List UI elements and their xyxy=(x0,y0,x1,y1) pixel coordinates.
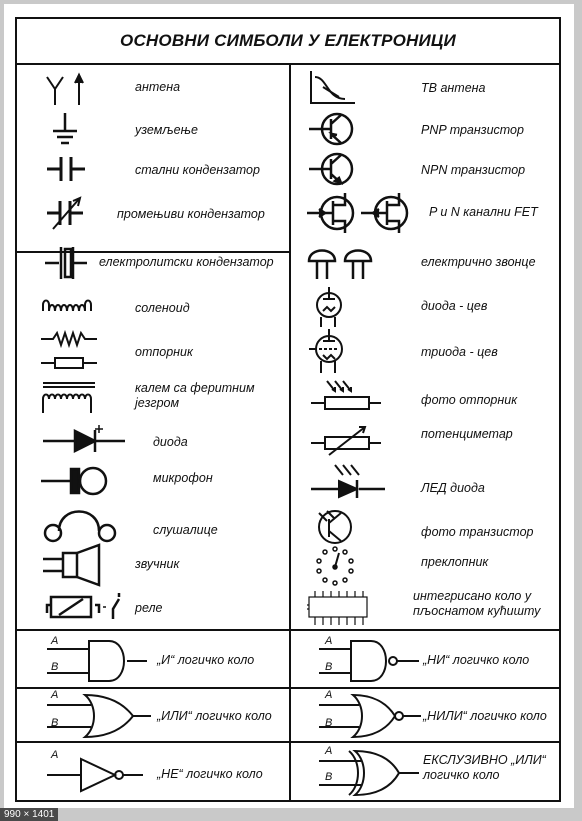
diode-icon xyxy=(33,421,143,459)
symbol-label: PNP транзистор xyxy=(421,123,524,137)
symbol-row-antenna xyxy=(17,65,289,109)
gate-input-b: B xyxy=(51,717,59,729)
symbol-label: интегрисано коло у пљоснатом кућишту xyxy=(413,589,541,618)
symbol-label: преклопник xyxy=(421,555,489,569)
symbol-label: триода - цев xyxy=(421,345,498,359)
electrolytic-capacitor-icon xyxy=(33,241,103,285)
gate-input-a: A xyxy=(51,635,59,647)
symbol-row-relay xyxy=(17,587,289,627)
gate-row-nor xyxy=(291,689,559,741)
symbol-label: слушалице xyxy=(153,523,218,537)
symbol-row-led xyxy=(291,461,559,501)
symbol-label: електрично звонце xyxy=(421,255,536,269)
symbol-label: отпорник xyxy=(135,345,193,359)
or-gate-icon xyxy=(39,689,169,741)
symbol-label: антена xyxy=(135,80,181,94)
gate-row-and xyxy=(17,631,289,687)
symbol-table xyxy=(15,17,561,802)
symbol-label: стални кондензатор xyxy=(135,163,260,177)
fet-transistor-icon xyxy=(299,189,429,237)
gate-input-a: A xyxy=(325,635,333,647)
image-size-badge: 990 × 1401 xyxy=(0,808,58,821)
symbol-row-electrolytic-capacitor xyxy=(17,239,289,285)
gate-label: „И“ логичко коло xyxy=(157,653,255,667)
gate-row-nand xyxy=(291,631,559,687)
gate-label: „НИЛИ“ логичко коло xyxy=(423,709,547,723)
symbol-label: диода xyxy=(153,435,188,449)
gate-input-b: B xyxy=(51,661,59,673)
gate-input-b: B xyxy=(325,661,333,673)
gate-row-xor xyxy=(291,743,559,801)
symbol-row-potentiometer xyxy=(291,421,559,461)
ferrite-inductor-icon xyxy=(33,377,113,417)
symbol-label: калем са феритним језгром xyxy=(135,381,255,410)
symbol-row-headphones xyxy=(17,501,289,545)
symbol-row-vacuum-diode xyxy=(291,287,559,327)
led-icon xyxy=(305,461,395,505)
symbol-row-phototransistor xyxy=(291,501,559,545)
gate-input-a: A xyxy=(325,689,333,701)
relay-icon xyxy=(33,587,143,627)
speaker-icon xyxy=(33,545,143,585)
symbol-label: ЛЕД диода xyxy=(421,481,485,495)
gate-label: „НЕ“ логичко коло xyxy=(157,767,263,781)
flat-package-ic-icon xyxy=(303,587,383,629)
gate-label: „НИ“ логичко коло xyxy=(423,653,530,667)
gate-input-a: A xyxy=(51,689,59,701)
page-title: ОСНОВНИ СИМБОЛИ У ЕЛЕКТРОНИЦИ xyxy=(17,19,559,65)
symbol-row-ferrite-inductor xyxy=(17,377,289,419)
solenoid-icon xyxy=(33,289,113,325)
symbol-row-npn xyxy=(291,149,559,189)
symbol-label: NPN транзистор xyxy=(421,163,526,177)
variable-capacitor-icon xyxy=(33,191,103,235)
symbol-label: промењиви кондензатор xyxy=(117,207,265,221)
tv-antenna-icon xyxy=(305,67,375,107)
vacuum-diode-icon xyxy=(305,287,365,329)
gate-row-or xyxy=(17,689,289,741)
symbol-label: ТВ антена xyxy=(421,81,486,95)
symbol-label: микрофон xyxy=(153,471,213,485)
pnp-transistor-icon xyxy=(305,109,375,149)
gate-row-not xyxy=(17,743,289,801)
symbol-row-rotary-switch xyxy=(291,545,559,587)
symbol-row-pnp xyxy=(291,109,559,149)
phototransistor-icon xyxy=(305,501,375,547)
symbol-label: потенциметар xyxy=(421,427,513,441)
symbol-row-solenoid xyxy=(17,287,289,327)
symbol-row-variable-capacitor xyxy=(17,189,289,237)
gate-input-b: B xyxy=(325,717,333,729)
symbol-row-tv-antenna xyxy=(291,65,559,109)
symbol-label: звучник xyxy=(135,557,180,571)
photoresistor-icon xyxy=(305,377,395,419)
electric-bell-icon xyxy=(305,239,395,285)
antenna-icon xyxy=(33,69,103,109)
capacitor-icon xyxy=(33,149,103,187)
gate-input-b: B xyxy=(325,771,333,783)
symbol-row-flat-ic xyxy=(291,587,559,629)
symbol-row-diode xyxy=(17,421,289,461)
npn-transistor-icon xyxy=(305,149,375,189)
resistor-icon xyxy=(33,327,113,375)
gate-input-a: A xyxy=(51,749,59,761)
symbol-row-fet xyxy=(291,189,559,237)
symbol-label: P и N канални FET xyxy=(429,205,538,219)
symbol-row-speaker xyxy=(17,545,289,585)
symbol-row-capacitor xyxy=(17,149,289,189)
symbol-label: соленоид xyxy=(135,301,190,315)
symbol-label: диода - цев xyxy=(421,299,488,313)
gate-label: ЕКСЛУЗИВНО „ИЛИ“ логичко коло xyxy=(423,753,546,782)
symbol-row-microphone xyxy=(17,461,289,501)
symbol-label: уземљење xyxy=(135,123,198,137)
nand-gate-icon xyxy=(311,631,441,687)
symbol-row-resistor xyxy=(17,327,289,375)
and-gate-icon xyxy=(39,631,169,687)
symbol-row-bell xyxy=(291,239,559,285)
symbol-label: фото транзистор xyxy=(421,525,534,539)
not-gate-icon xyxy=(39,743,169,801)
symbol-label: реле xyxy=(135,601,163,615)
gate-input-a: A xyxy=(325,745,333,757)
symbol-row-photoresistor xyxy=(291,377,559,419)
symbol-sheet xyxy=(4,4,574,808)
symbol-label: фото отпорник xyxy=(421,393,518,407)
symbol-label: електролитски кондензатор xyxy=(99,255,274,269)
ground-icon xyxy=(33,111,103,149)
headphones-icon xyxy=(33,501,143,545)
symbol-row-ground xyxy=(17,109,289,149)
xor-gate-icon xyxy=(311,743,441,801)
symbol-row-triode xyxy=(291,327,559,375)
microphone-icon xyxy=(33,461,143,501)
potentiometer-icon xyxy=(305,421,395,461)
gate-label: „ИЛИ“ логичко коло xyxy=(157,709,272,723)
rotary-switch-icon xyxy=(305,545,375,587)
triode-tube-icon xyxy=(305,327,365,375)
nor-gate-icon xyxy=(311,689,441,741)
